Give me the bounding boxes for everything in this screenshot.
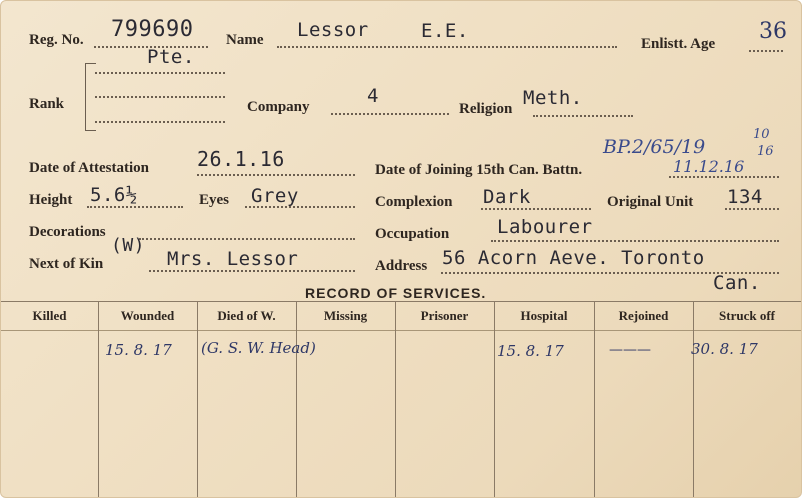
height-dots [87, 206, 183, 208]
eyes-label: Eyes [199, 192, 229, 208]
col-header-struck-off: Struck off [719, 308, 775, 323]
company-label: Company [247, 99, 310, 115]
rank-dots-2 [95, 96, 225, 98]
initials-value: E.E. [421, 20, 469, 42]
religion-dots [533, 115, 633, 117]
col-header-wounded: Wounded [120, 308, 175, 323]
bp-reference-denominator: 16 [757, 144, 774, 159]
reg-no-label: Reg. No. [29, 32, 84, 48]
height-value: 5.6½ [90, 184, 138, 206]
joining-value: 11.12.16 [673, 157, 745, 176]
attestation-value: 26.1.16 [197, 147, 285, 171]
col-divider-2 [197, 301, 198, 497]
col-header-rejoined: Rejoined [618, 308, 669, 323]
complexion-label: Complexion [375, 194, 453, 210]
table-top-rule [1, 301, 801, 302]
original-unit-label: Original Unit [607, 194, 694, 210]
wounded-date: 15. 8. 17 [105, 341, 172, 359]
eyes-value: Grey [251, 185, 299, 207]
col-header-prisoner: Prisoner [420, 308, 469, 323]
wound-remark: (G. S. W. Head) [201, 339, 316, 357]
name-label: Name [226, 32, 264, 48]
next-of-kin-dots [149, 270, 355, 272]
occupation-label: Occupation [375, 226, 450, 242]
occupation-dots [491, 240, 779, 242]
joining-label: Date of Joining 15th Can. Battn. [375, 162, 583, 178]
col-divider-6 [594, 301, 595, 497]
bp-reference: BP.2/65/19 [603, 136, 706, 158]
address-label: Address [375, 258, 428, 274]
occupation-value: Labourer [497, 216, 593, 238]
enlistment-age-label: Enlistt. Age [641, 36, 716, 52]
services-title: RECORD OF SERVICES. [305, 285, 487, 301]
col-divider-3 [296, 301, 297, 497]
struck-off-date: 30. 8. 17 [691, 340, 758, 358]
table-header-rule [1, 330, 801, 331]
rank-dots-3 [95, 121, 225, 123]
bp-reference-numerator: 10 [753, 127, 770, 142]
name-dots [277, 46, 617, 48]
hospital-date: 15. 8. 17 [497, 342, 564, 360]
company-value: 4 [367, 85, 379, 107]
address-line-2: Can. [713, 272, 761, 294]
original-unit-dots [725, 208, 779, 210]
decorations-dots [139, 238, 355, 240]
col-divider-5 [494, 301, 495, 497]
name-value: Lessor [297, 19, 369, 41]
next-of-kin-label: Next of Kin [29, 256, 104, 272]
col-divider-1 [98, 301, 99, 497]
next-of-kin-mark: (W) [111, 235, 146, 256]
rejoined-dash: ——— [609, 342, 651, 358]
complexion-dots [481, 208, 591, 210]
col-header-died-of-wounds: Died of W. [217, 308, 276, 323]
reg-no-value: 799690 [111, 17, 194, 42]
height-label: Height [29, 192, 73, 208]
attestation-label: Date of Attestation [29, 160, 149, 176]
address-value: 56 Acorn Aeve. Toronto [442, 247, 705, 269]
rank-value: Pte. [147, 46, 195, 68]
religion-value: Meth. [523, 87, 583, 109]
age-dots [749, 50, 783, 52]
enlistment-age-value: 36 [759, 19, 787, 44]
col-header-missing: Missing [323, 308, 368, 323]
rank-dots-1 [95, 72, 225, 74]
col-header-hospital: Hospital [520, 308, 568, 323]
decorations-label: Decorations [29, 224, 106, 240]
col-divider-7 [693, 301, 694, 497]
col-divider-4 [395, 301, 396, 497]
joining-dots [669, 176, 779, 178]
original-unit-value: 134 [727, 186, 763, 208]
next-of-kin-value: Mrs. Lessor [167, 248, 299, 270]
rank-label: Rank [29, 96, 65, 112]
religion-label: Religion [459, 101, 513, 117]
company-dots [331, 113, 449, 115]
attestation-dots [197, 174, 355, 176]
complexion-value: Dark [483, 186, 531, 208]
col-header-killed: Killed [32, 308, 67, 323]
